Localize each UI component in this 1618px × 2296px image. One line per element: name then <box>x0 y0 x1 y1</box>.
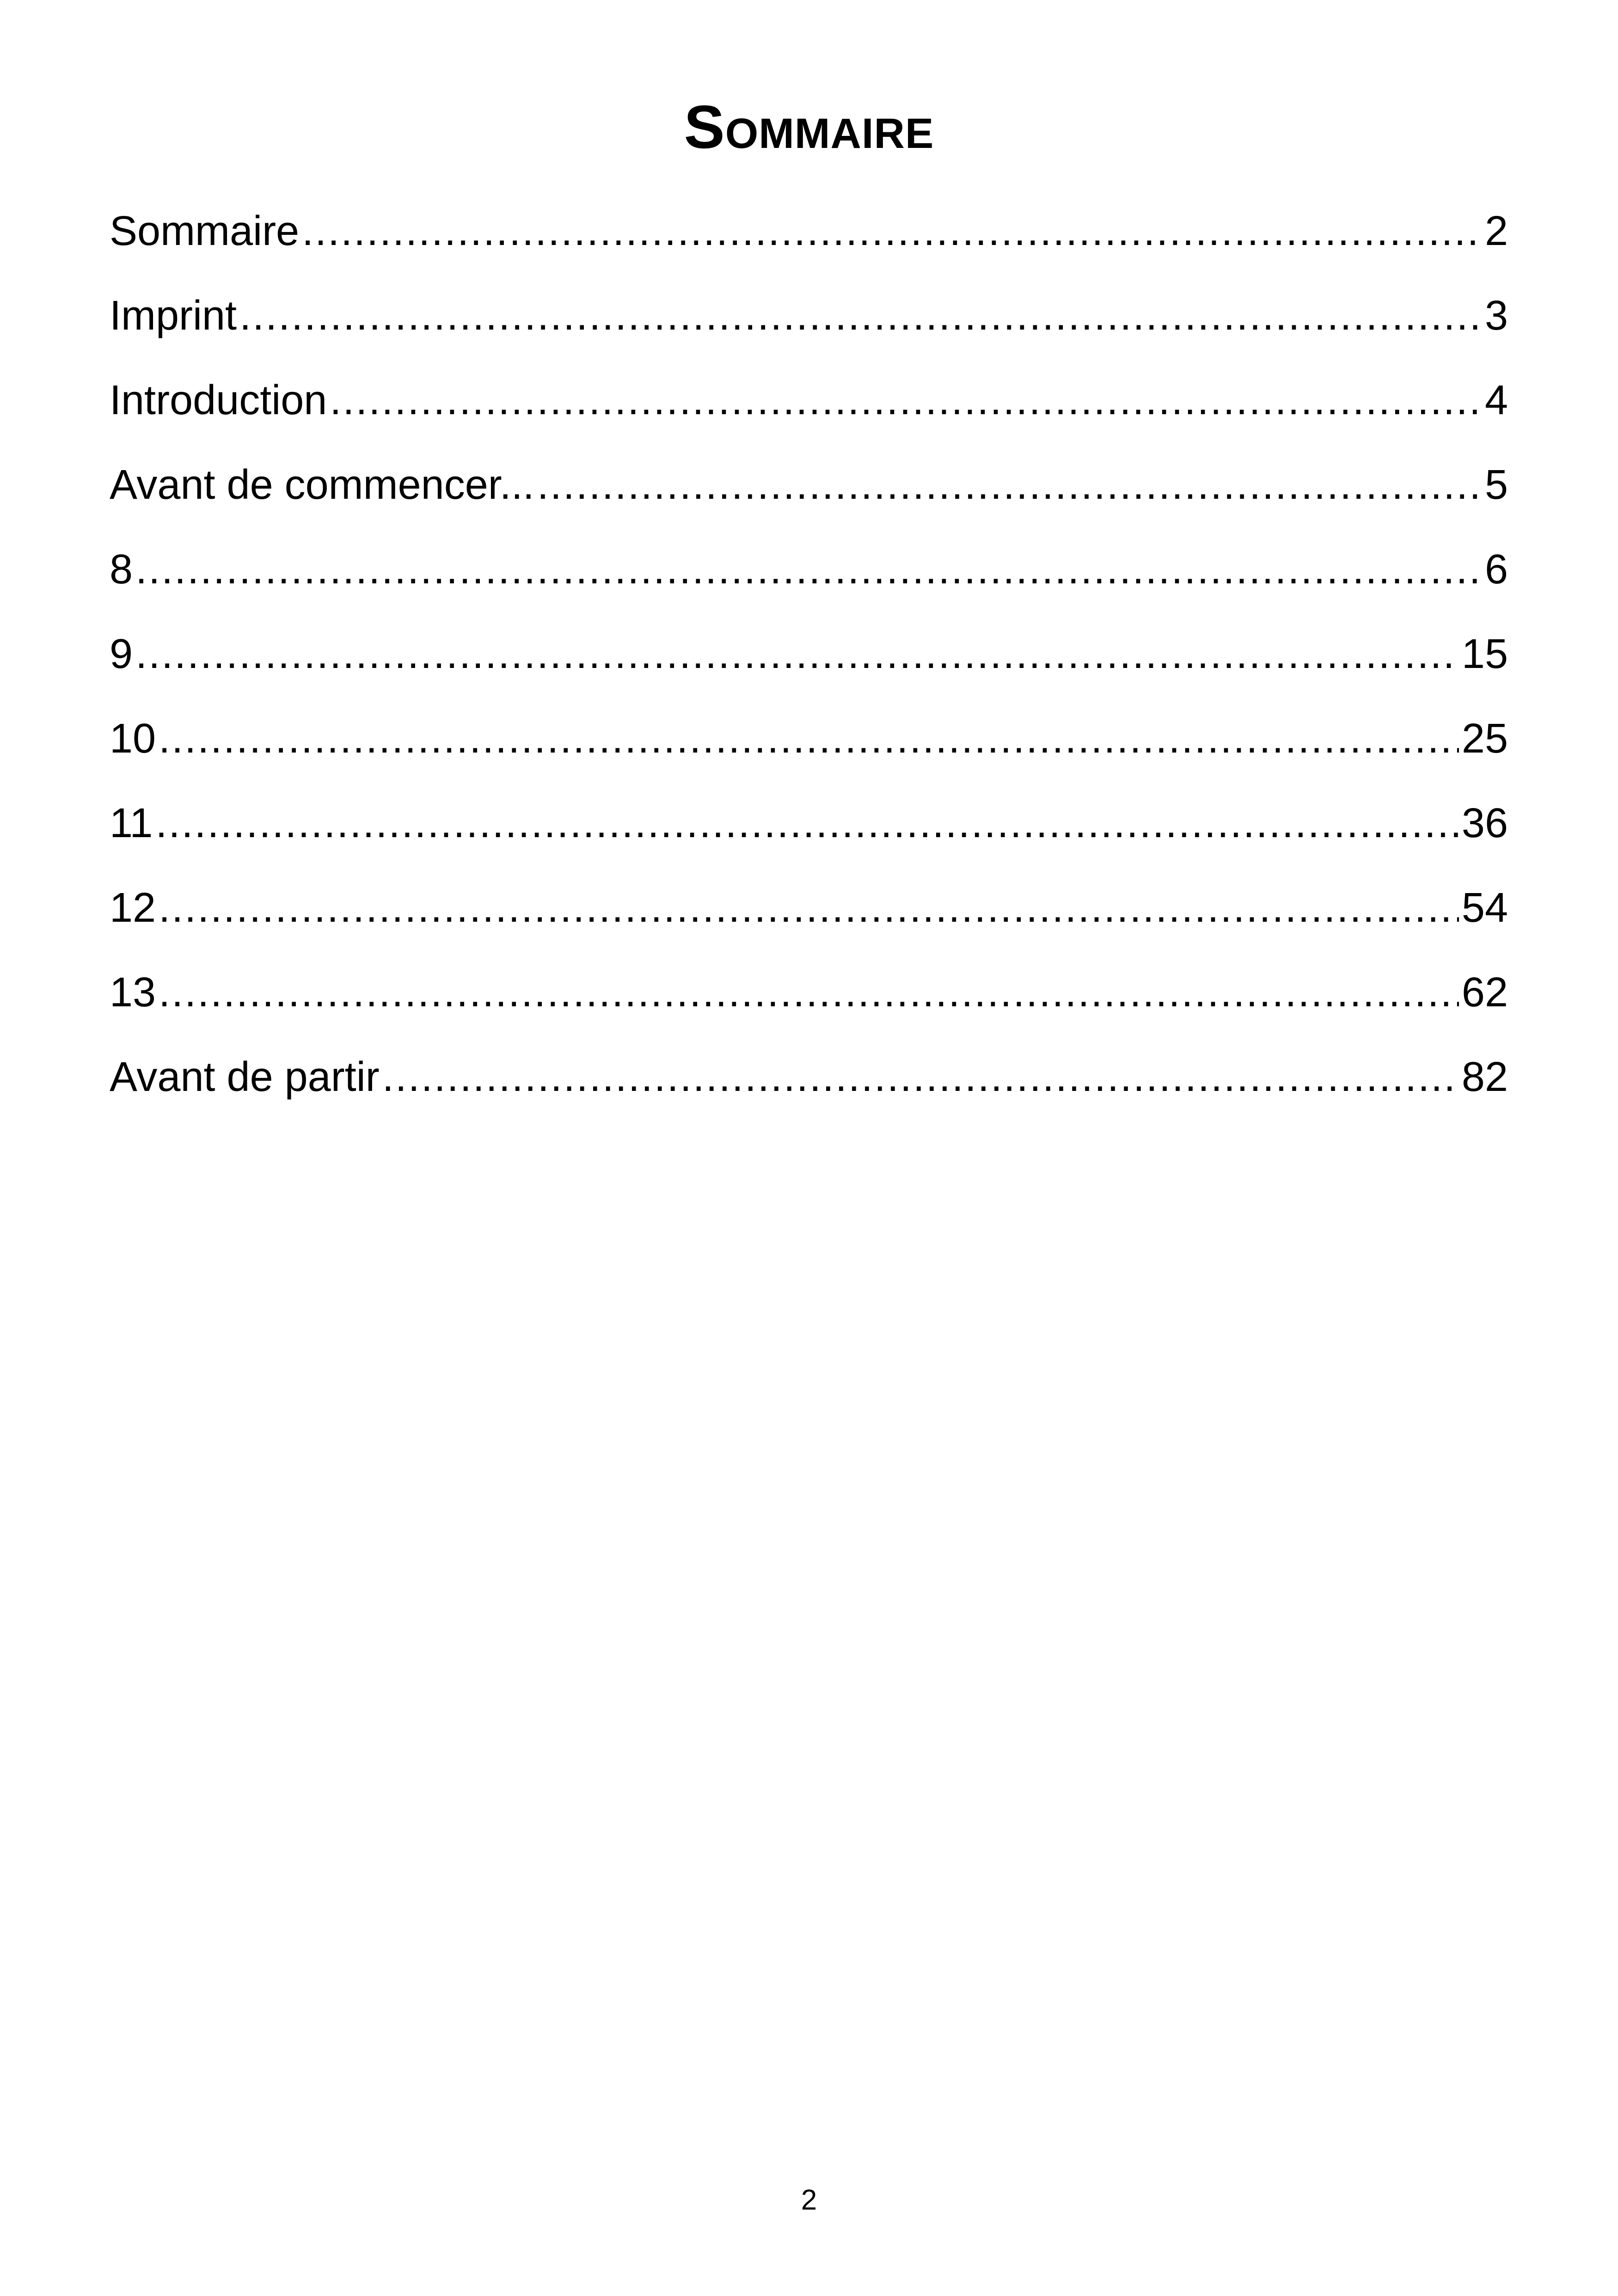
footer-page-number: 2 <box>801 2184 817 2216</box>
dot-leader <box>537 459 1482 510</box>
toc-entry-page: 5 <box>1484 462 1508 508</box>
toc-entry-avant-de-partir[interactable] <box>110 1052 1508 1136</box>
toc-entry-label: 9 <box>110 631 133 677</box>
toc-entry-page: 62 <box>1461 969 1508 1016</box>
dot-leader <box>135 544 1482 595</box>
toc-entry-12[interactable] <box>110 882 1508 967</box>
toc-entry-label: 11 <box>110 800 153 846</box>
toc-entry-11[interactable] <box>110 798 1508 882</box>
toc-entry-label: 10 <box>110 716 156 762</box>
toc-entry-page: 3 <box>1484 293 1508 339</box>
toc-entry-page: 36 <box>1461 800 1508 846</box>
page-title: Sommaire <box>684 93 934 161</box>
toc-entry-avant-de-commencer[interactable] <box>110 459 1508 544</box>
toc-entry-label: 12 <box>110 885 156 931</box>
dot-leader <box>239 290 1482 341</box>
toc-entry-introduction[interactable] <box>110 375 1508 459</box>
toc-entry-8[interactable] <box>110 544 1508 629</box>
toc-entry-page: 15 <box>1461 631 1508 677</box>
toc-entry-label: Imprint <box>110 293 237 339</box>
toc-entry-page: 6 <box>1484 546 1508 593</box>
dot-leader <box>159 967 1459 1018</box>
toc-entry-page: 54 <box>1461 885 1508 931</box>
toc-entry-label: Avant de commencer... <box>110 462 534 508</box>
dot-leader <box>330 375 1482 426</box>
toc-entry-sommaire[interactable] <box>110 206 1508 290</box>
toc-entry-10[interactable] <box>110 713 1508 798</box>
toc-entry-9[interactable] <box>110 629 1508 713</box>
dot-leader <box>382 1052 1459 1102</box>
toc-entry-label: 8 <box>110 546 133 593</box>
toc-entry-label: Introduction <box>110 377 327 423</box>
toc-entry-imprint[interactable] <box>110 290 1508 375</box>
dot-leader <box>302 206 1482 257</box>
dot-leader <box>159 713 1459 764</box>
dot-leader <box>135 629 1459 680</box>
dot-leader <box>159 882 1459 933</box>
toc-entry-label: Sommaire <box>110 208 300 254</box>
toc-entry-label: Avant de partir <box>110 1054 380 1100</box>
toc-entry-page: 82 <box>1461 1054 1508 1100</box>
toc-entry-label: 13 <box>110 969 156 1016</box>
toc-entry-13[interactable] <box>110 967 1508 1052</box>
toc-entry-page: 2 <box>1484 208 1508 254</box>
toc-entry-page: 25 <box>1461 716 1508 762</box>
table-of-contents <box>110 206 1508 1136</box>
toc-entry-page: 4 <box>1484 377 1508 423</box>
dot-leader <box>155 798 1459 849</box>
